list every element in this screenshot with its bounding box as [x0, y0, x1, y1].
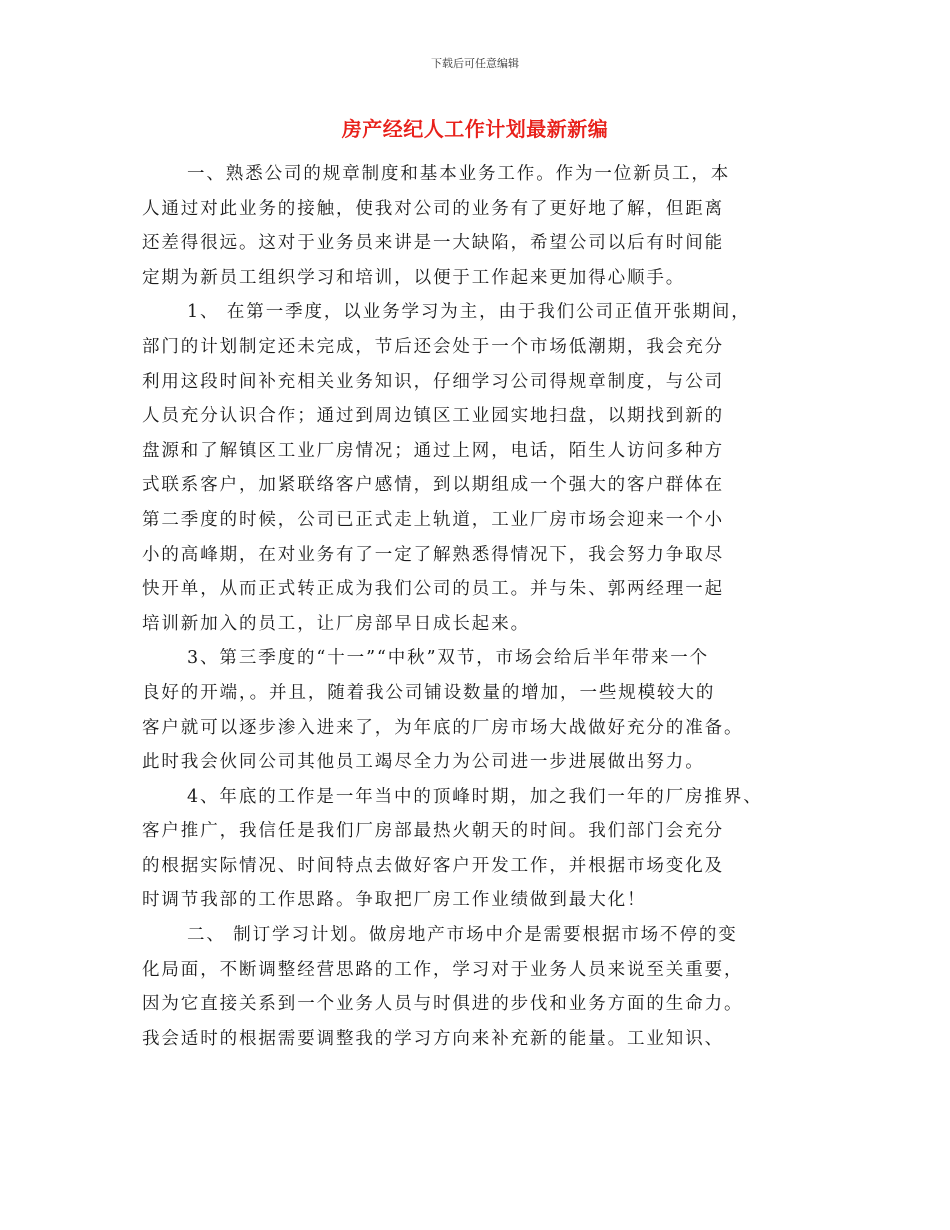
body-line: 客户推广，我信任是我们厂房部最热火朝天的时间。我们部门会充分: [142, 821, 724, 842]
body-line: 此时我会伙同公司其他员工竭尽全力为公司进一步进展做出努力。: [142, 752, 705, 773]
body-line: 客户就可以逐步渗入进来了，为年底的厂房市场大战做好充分的准备。: [142, 717, 744, 738]
body-line: 时调节我部的工作思路。争取把厂房工作业绩做到最大化！: [142, 890, 647, 911]
body-line: 式联系客户，加紧联络客户感情，到以期组成一个强大的客户群体在: [142, 475, 724, 496]
document-title: 房产经纪人工作计划最新新编: [341, 117, 609, 141]
body-line: 1、 在第一季度，以业务学习为主，由于我们公司正值开张期间，: [187, 302, 751, 323]
body-line: 二、 制订学习计划。做房地产市场中介是需要根据市场不停的变: [187, 925, 738, 946]
body-line: 第二季度的时候，公司已正式走上轨道，工业厂房市场会迎来一个小: [142, 509, 724, 530]
body-line: 我会适时的根据需要调整我的学习方向来补充新的能量。工业知识、: [142, 1028, 724, 1049]
body-line: 人通过对此业务的接触，使我对公司的业务有了更好地了解，但距离: [142, 198, 724, 219]
document-body: [142, 157, 822, 1056]
body-line: 盘源和了解镇区工业厂房情况；通过上网，电话，陌生人访问多种方: [142, 440, 724, 461]
body-line: 利用这段时间补充相关业务知识，仔细学习公司得规章制度，与公司: [142, 371, 724, 392]
body-line: 人员充分认识合作；通过到周边镇区工业园实地扫盘，以期找到新的: [142, 406, 724, 427]
body-line: 培训新加入的员工，让厂房部早日成长起来。: [142, 613, 530, 634]
body-line: 定期为新员工组织学习和培训，以便于工作起来更加得心顺手。: [142, 267, 686, 288]
body-line: 因为它直接关系到一个业务人员与时俱进的步伐和业务方面的生命力。: [142, 994, 744, 1015]
body-line: 部门的计划制定还未完成，节后还会处于一个市场低潮期，我会充分: [142, 336, 724, 357]
body-line: 快开单，从而正式转正成为我们公司的员工。并与朱、郭两经理一起: [142, 579, 724, 600]
body-line: 化局面，不断调整经营思路的工作，学习对于业务人员来说至关重要，: [142, 959, 744, 980]
body-line: 小的高峰期，在对业务有了一定了解熟悉得情况下，我会努力争取尽: [142, 544, 724, 565]
body-line: 4、年底的工作是一年当中的顶峰时期，加之我们一年的厂房推界、: [187, 786, 763, 807]
body-line: 3、第三季度的“十一”“中秋”双节，市场会给后半年带来一个: [187, 648, 710, 669]
body-line: 良好的开端，。并且，随着我公司铺设数量的增加，一些规模较大的: [142, 682, 716, 703]
body-line: 的根据实际情况、时间特点去做好客户开发工作，并根据市场变化及: [142, 855, 724, 876]
header-note: 下载后可任意编辑: [431, 57, 519, 70]
body-line: 还差得很远。这对于业务员来讲是一大缺陷，希望公司以后有时间能: [142, 233, 724, 254]
body-line: 一、熟悉公司的规章制度和基本业务工作。作为一位新员工，本: [187, 164, 731, 184]
